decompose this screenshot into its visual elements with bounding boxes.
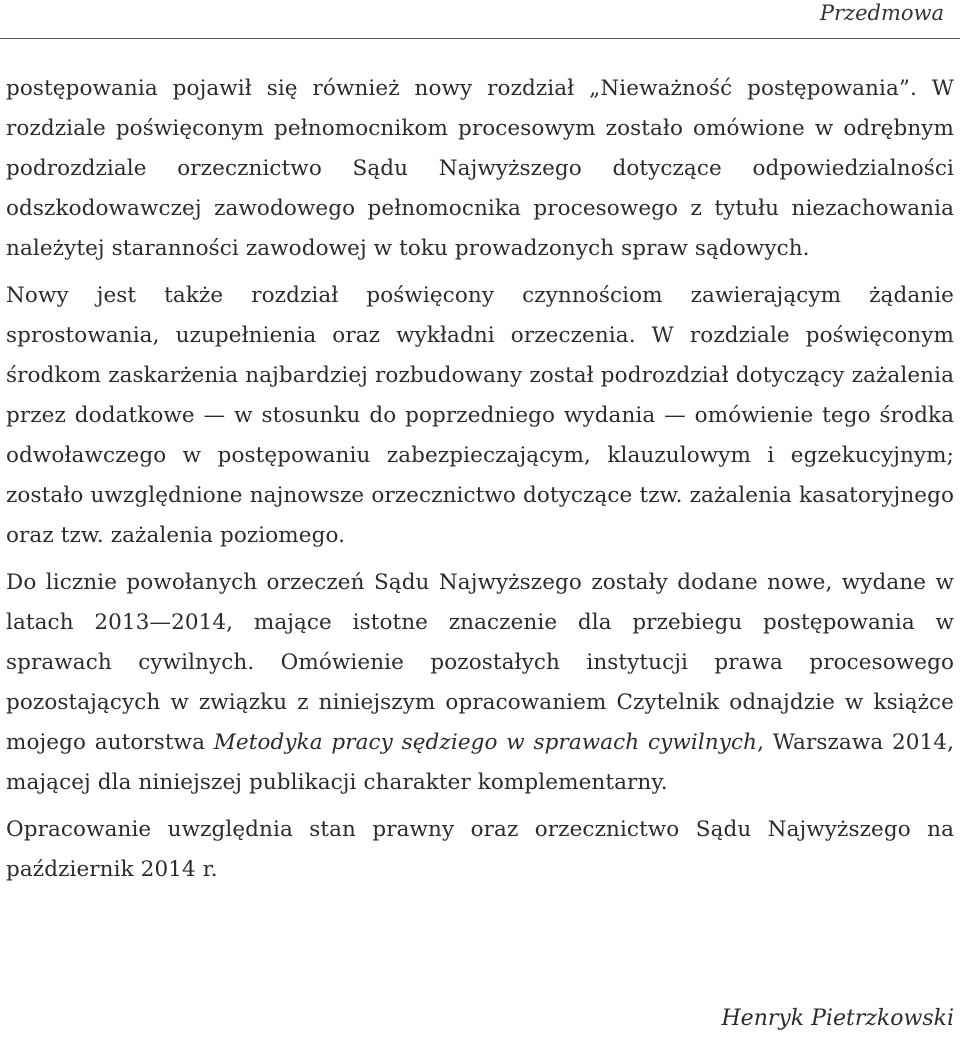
paragraph-2: Nowy jest także rozdział poświęcony czynnościom zawierającym żądanie sprostowania, uzupełnienia oraz wykładni orzeczenia. W rozdziale poświęconym środkom zaskarżenia najbardziej rozbudowany został podrozdział dotyczący zażalenia przez dodatkowe — w stosunku do poprzedniego wydania — omówienie tego środka odwoławczego w postępowaniu zabezpieczającym, klauzulowym i egzekucyjnym; zostało uwzględnione najnowsze orzecznictwo dotyczące tzw. zażalenia kasatoryjnego oraz tzw. zażalenia poziomego. (6, 283, 954, 548)
paragraph-1: postępowania pojawił się również nowy rozdział „Nieważność postępowania”. W rozdziale poświęconym pełnomocnikom procesowym zostało omówione w odrębnym podrozdziale orzecznictwo Sądu Najwyższego dotyczące odpowiedzialności odszkodowawczej zawodowego pełnomocnika procesowego z tytułu niezachowania należytej staranności zawodowej w toku prowadzonych spraw sądowych. (6, 76, 954, 261)
book-title: Metodyka pracy sędziego w sprawach cywilnych (213, 730, 758, 755)
paragraph-4: Opracowanie uwzględnia stan prawny oraz orzecznictwo Sądu Najwyższego na październik 2014 r. (6, 817, 954, 882)
running-title: Przedmowa (819, 1, 944, 25)
paragraph-3-text-after: , Warszawa 2014, mającej dla niniejszej publikacji charakter komplementarny. (6, 730, 955, 795)
paragraph-3-text-before: Do licznie powołanych orzeczeń Sądu Najwyższego zostały dodane nowe, wydane w latach 2013—2014, mające istotne znaczenie dla przebiegu postępowania w sprawach cywilnych. Omówienie pozostałych instytucji prawa procesowego pozostających w związku z niniejszym opracowaniem Czytelnik odnajdzie w książce mojego autorstwa (6, 570, 954, 755)
paragraph-3 (6, 563, 954, 803)
page-body (6, 69, 954, 890)
author-signature: Henryk Pietrzkowski (721, 1006, 954, 1031)
running-header (0, 0, 960, 39)
